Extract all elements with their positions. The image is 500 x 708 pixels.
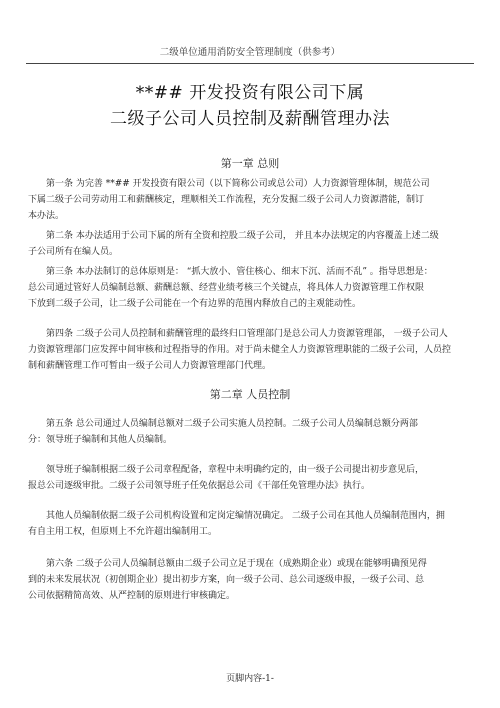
article-3-line: 下放到二级子公司，让二级子公司能在一个有边界的范围内释放自己的主观能动性。 [28, 299, 362, 309]
article-2 [28, 228, 474, 260]
article-4-line: 制和薪酬管理工作可暂由一级子公司人力资源管理部门代理。 [28, 361, 272, 371]
article-2-line: 第二条 本办法适用于公司下属的所有全资和控股二级子公司， 并且本办法规定的内容覆盖上述二级 [46, 231, 439, 241]
article-4 [28, 326, 474, 374]
document-title-line2: 二级子公司人员控制及薪酬管理办法 [110, 109, 390, 129]
chapter-1-title: 第一章 总则 [220, 157, 280, 170]
article-4-line: 力资源管理部门应发挥中间审核和过程指导的作用。对于尚未健全人力资源管理职能的二级子公司，人员控 [28, 345, 452, 355]
article-1 [28, 176, 474, 224]
page-footer: 页脚内容-1- [226, 674, 274, 684]
document-title-line1: **## 开发投资有限公司下属 [135, 83, 365, 103]
article-4-line: 第四条 二级子公司人员控制和薪酬管理的最终归口管理部门是总公司人力资源管理部， 一级子公司人 [46, 329, 448, 339]
other-staff-quota-line: 其他人员编制依据二级子公司机构设置和定岗定编情况确定。 二级子公司在其他人员编制范围内，拥 [46, 511, 445, 521]
other-staff-quota-paragraph [28, 508, 474, 540]
article-1-line: 下属二级子公司劳动用工和薪酬核定，理顺相关工作流程，充分发掘二级子公司人力资源潜能，制订 [28, 195, 425, 205]
article-1-line: 本办法。 [28, 211, 65, 221]
article-3-line: 第三条 本办法制订的总体原则是： “抓大放小、管住核心、细末下沉、活而不乱” 。指导思想是： [46, 267, 433, 277]
article-3 [28, 264, 474, 312]
article-5-line: 第五条 总公司通过人员编制总额对二级子公司实施人员控制。二级子公司人员编制总额分两部 [46, 419, 418, 429]
article-6-line: 第六条 二级子公司人员编制总额由二级子公司立足于现在（成熟期企业）或现在能够明确预见得 [46, 559, 427, 569]
article-2-line: 子公司所有在编人员。 [28, 247, 119, 257]
article-6 [28, 556, 474, 604]
header-divider [26, 63, 474, 64]
article-3-line: 总公司通过管好人员编制总额、薪酬总额、经营业绩考核三个关键点，将具体人力资源管理工作权限 [28, 283, 425, 293]
article-1-line: 第一条 为完善 **## 开发投资有限公司（以下简称公司或总公司）人力资源管理体制，规范公司 [46, 179, 430, 189]
leaders-quota-line: 报总公司逐级审批。二级子公司领导班子任免依据总公司《干部任免管理办法》执行。 [28, 481, 371, 491]
other-staff-quota-line: 有自主用工权，但原则上不允许超出编制用工。 [28, 527, 218, 537]
chapter-2-title: 第二章 人员控制 [209, 388, 291, 401]
article-5 [28, 416, 474, 448]
running-header: 二级单位通用消防安全管理制度（供参考） [159, 47, 341, 58]
leaders-quota-paragraph [28, 462, 474, 494]
article-6-line: 到的未来发展状况（初创期企业）提出初步方案，向一级子公司、总公司逐级申报，一级子公司、总 [28, 575, 425, 585]
leaders-quota-line: 领导班子编制根据二级子公司章程配备，章程中未明确约定的，由一级子公司提出初步意见后， [46, 465, 425, 475]
article-6-line: 公司依据精简高效、从严控制的原则进行审核确定。 [28, 591, 236, 601]
article-5-line: 分：领导班子编制和其他人员编制。 [28, 435, 173, 445]
